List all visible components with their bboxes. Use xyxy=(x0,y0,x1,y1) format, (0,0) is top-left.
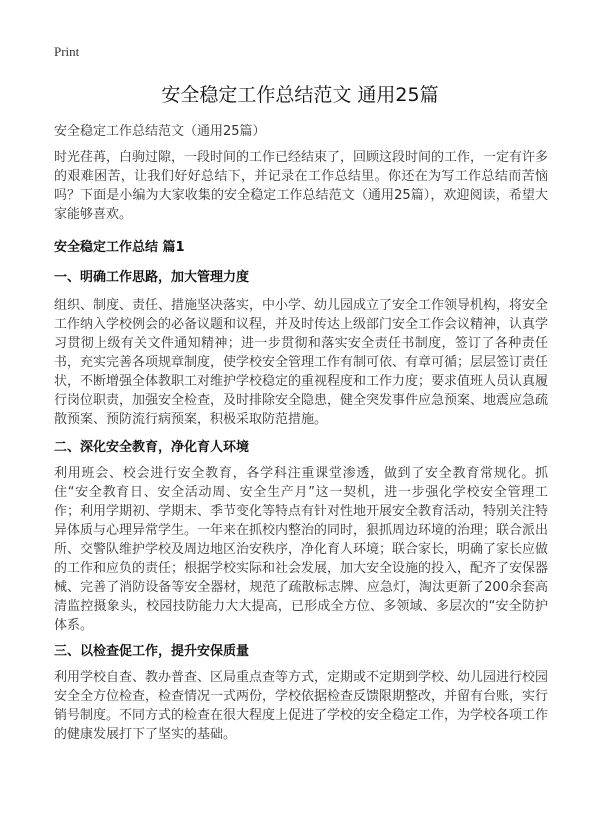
article-heading: 安全稳定工作总结 篇1 xyxy=(54,240,185,255)
section-heading-2: 二、深化安全教育，净化育人环境 xyxy=(54,440,250,455)
section-heading-3: 三、以检查促工作，提升安保质量 xyxy=(54,644,250,659)
section-body-2: 利用班会、校会进行安全教育，各学科注重课堂渗透，做到了安全教育常规化。抓住“安全教育日、安全活动周、安全生产月”这一契机，进一步强化学校安全管理工作；利用学期初、学期末、季节变化等特点有针对性地开展安全教育活动，特别关注特异体质与心理异常学生。一年来在抓校内整治的同时，狠抓周边环境的治理；联合派出所、交警队维护学校及周边地区治安秩序，净化育人环境；联合家长，明确了家长应做的工作和应负的责任；根据学校实际和社会发展，加大安全设施的投入，配齐了安保器械、完善了消防设备等安全器材，规范了疏散标志牌、应急灯，淘汰更新了200余套高清监控摄象头，校园技防能力大大提高，已形成全方位、多领域、多层次的“安全防护体系。 xyxy=(54,466,549,633)
section-body-3: 利用学校自查、教办普查、区局重点查等方式，定期或不定期到学校、幼儿园进行校园安全全方位检查，检查情况一式两份，学校依据检查反馈限期整改，并留有台账，实行销号制度。不同方式的检查在很大程度上促进了学校的安全稳定工作，为学校各项工作的健康发展打下了坚实的基础。 xyxy=(54,670,549,742)
print-link[interactable]: Print xyxy=(54,44,80,59)
document-subtitle: 安全稳定工作总结范文（通用25篇） xyxy=(54,124,266,139)
page-title: 安全稳定工作总结范文 通用25篇 xyxy=(161,84,439,106)
section-heading-1: 一、明确工作思路，加大管理力度 xyxy=(54,270,250,285)
section-body-1: 组织、制度、责任、措施坚决落实，中小学、幼儿园成立了安全工作领导机构，将安全工作纳入学校例会的必备议题和议程，并及时传达上级部门安全工作会议精神，认真学习贯彻上级有关文件通知精神；进一步贯彻和落实安全责任书制度，签订了各种责任书，充实完善各项规章制度，使学校安全管理工作有制可依、有章可循；层层签订责任状，不断增强全体教职工对维护学校稳定的重视程度和工作力度；要求值班人员认真履行岗位职责，加强安全检查，及时排除安全隐患，健全突发事件应急预案、地震应急疏散预案、预防流行病预案，积极采取防范措施。 xyxy=(54,298,549,427)
intro-paragraph: 时光荏苒，白驹过隙，一段时间的工作已经结束了，回顾这段时间的工作，一定有许多的艰难困苦，让我们好好总结下，并记录在工作总结里。你还在为写工作总结而苦恼吗？下面是小编为大家收集的安全稳定工作总结范文（通用25篇），欢迎阅读，希望大家能够喜欢。 xyxy=(54,150,549,222)
